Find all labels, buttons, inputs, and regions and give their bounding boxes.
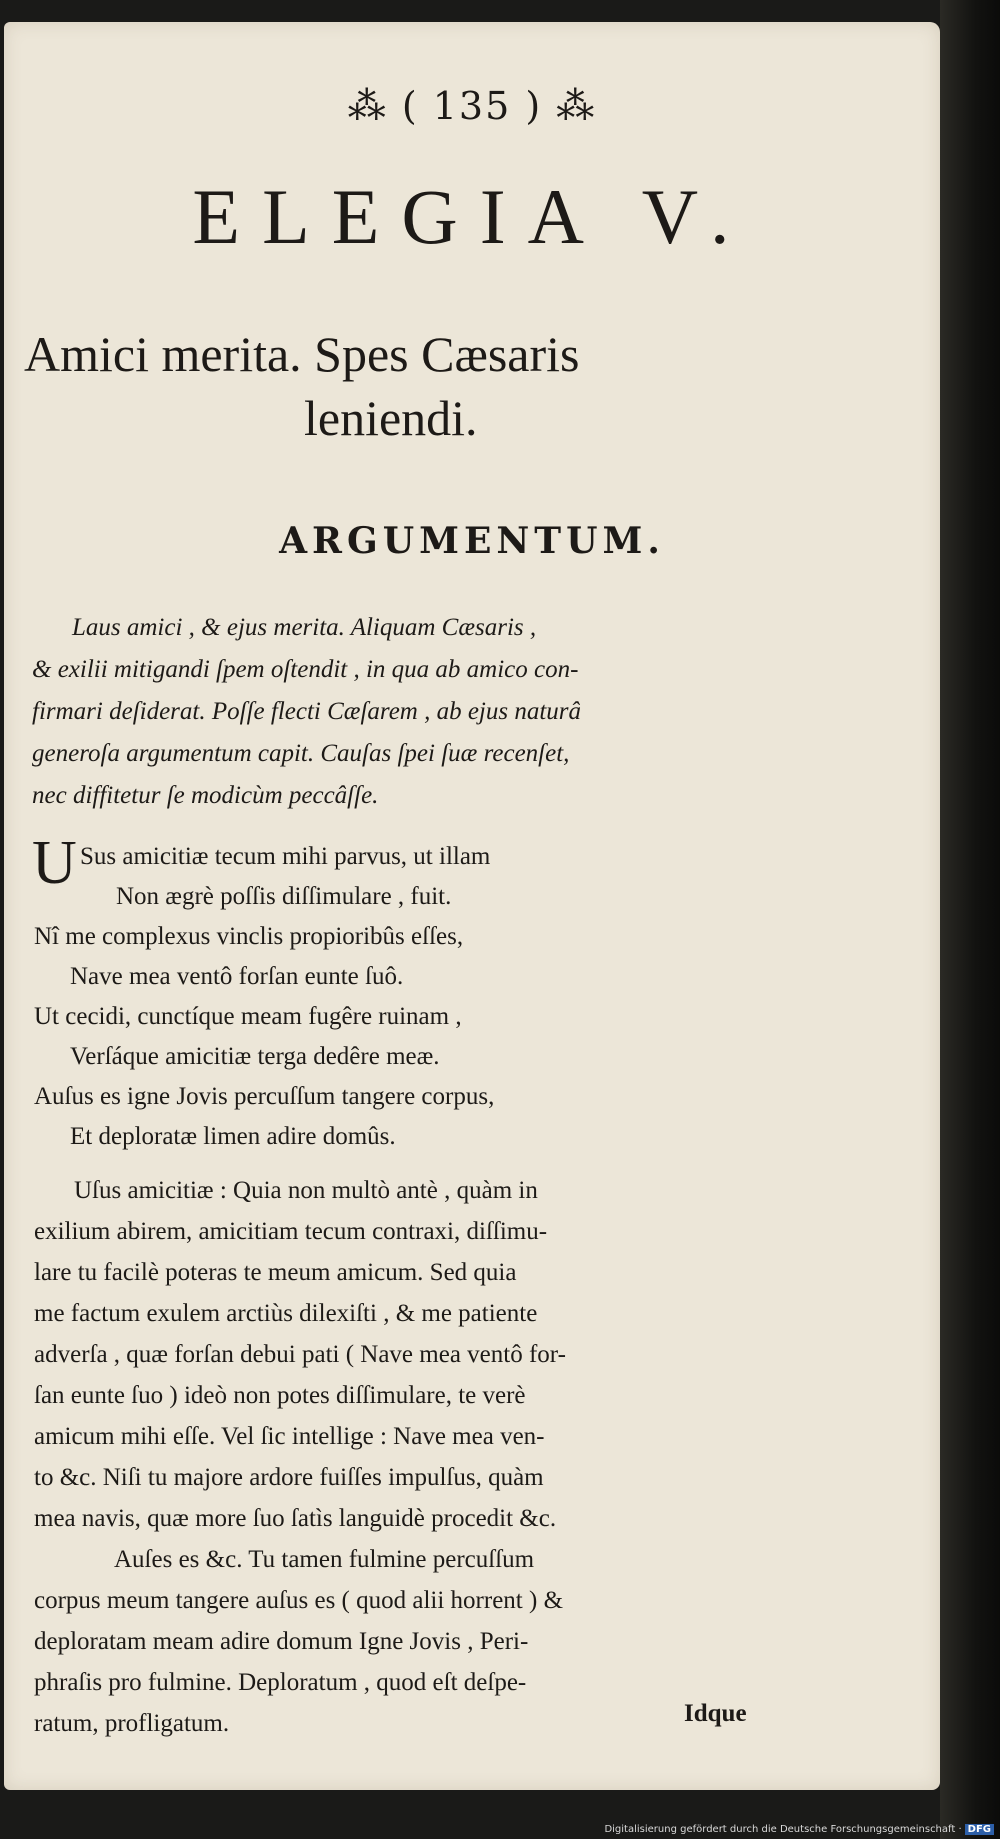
commentary-line: adverſa , quæ forſan debui pati ( Nave mea ventô for-: [34, 1341, 566, 1368]
commentary-block: [34, 1170, 774, 1744]
elegy-subtitle: [24, 322, 784, 450]
verse-line: Non ægrè poſſis diſſimulare , fuit.: [116, 883, 452, 910]
argument-line: nec diffitetur ſe modicùm peccâſſe.: [32, 782, 379, 809]
verse-block: [32, 829, 774, 1157]
commentary-line: me factum exulem arctiùs dilexiſti , & me patiente: [34, 1300, 538, 1327]
page-number-header: ⁂ ( 135 ) ⁂: [347, 84, 597, 128]
verse-line: Auſus es igne Jovis percuſſum tangere corpus,: [34, 1083, 495, 1110]
verse-dropcap: U: [32, 829, 77, 897]
commentary-line: deploratam meam adire domum Igne Jovis , Peri-: [34, 1628, 529, 1655]
book-page: [4, 22, 940, 1790]
commentary-line: phraſis pro fulmine. Deploratum , quod eſt deſpe-: [34, 1669, 527, 1696]
commentary-line: Uſus amicitiæ : Quia non multò antè , quàm in: [74, 1177, 538, 1204]
argument-line: Laus amici , & ejus merita. Aliquam Cæsaris ,: [72, 614, 537, 641]
commentary-line: ratum, profligatum.: [34, 1710, 230, 1737]
argument-line: firmari deſiderat. Poſſe flecti Cæſarem , ab ejus naturâ: [32, 698, 582, 725]
digitization-credit: [604, 1824, 994, 1835]
commentary-line: Auſes es &c. Tu tamen fulmine percuſſum: [114, 1546, 535, 1573]
elegy-title: ELEGIA V.: [192, 173, 752, 260]
commentary-line: exilium abirem, amicitiam tecum contraxi, diſſimu-: [34, 1218, 548, 1245]
argument-line: generoſa argumentum capit. Cauſas ſpei ſuæ recenſet,: [32, 740, 570, 767]
subtitle-line-2: leniendi.: [304, 390, 478, 446]
verse-line: Ut cecidi, cunctíque meam fugêre ruinam ,: [34, 1003, 462, 1030]
argument-line: & exilii mitigandi ſpem oſtendit , in qua ab amico con-: [32, 656, 579, 683]
verse-line: Et deploratæ limen adire domûs.: [70, 1123, 396, 1150]
verse-line: Nî me complexus vinclis propioribûs eſſes,: [34, 923, 464, 950]
commentary-line: lare tu facilè poteras te meum amicum. Sed quia: [34, 1259, 517, 1286]
verse-line: Sus amicitiæ tecum mihi parvus, ut illam: [80, 843, 491, 870]
commentary-line: corpus meum tangere auſus es ( quod alii horrent ) &: [34, 1587, 564, 1614]
commentary-line: mea navis, quæ more ſuo ſatìs languidè procedit &c.: [34, 1505, 557, 1532]
credit-text: Digitalisierung gefördert durch die Deutsche Forschungsgemeinschaft ·: [604, 1824, 962, 1835]
verse-line: Verſáque amicitiæ terga dedêre meæ.: [70, 1043, 440, 1070]
commentary-line: amicum mihi eſſe. Vel ſic intellige : Nave mea ven-: [34, 1423, 545, 1450]
dfg-logo: DFG: [965, 1824, 994, 1835]
commentary-line: to &c. Niſi tu majore ardore fuiſſes impulſus, quàm: [34, 1464, 544, 1491]
argument-heading: ARGUMENTUM.: [279, 520, 665, 562]
argument-text: [32, 607, 772, 817]
verse-line: Nave mea ventô forſan eunte ſuô.: [70, 963, 404, 990]
subtitle-line-1: Amici merita. Spes Cæsaris: [24, 326, 580, 382]
commentary-line: ſan eunte ſuo ) ideò non potes diſſimulare, te verè: [34, 1382, 526, 1409]
catchword: Idque: [684, 1700, 747, 1727]
book-spine: [940, 0, 1000, 1839]
